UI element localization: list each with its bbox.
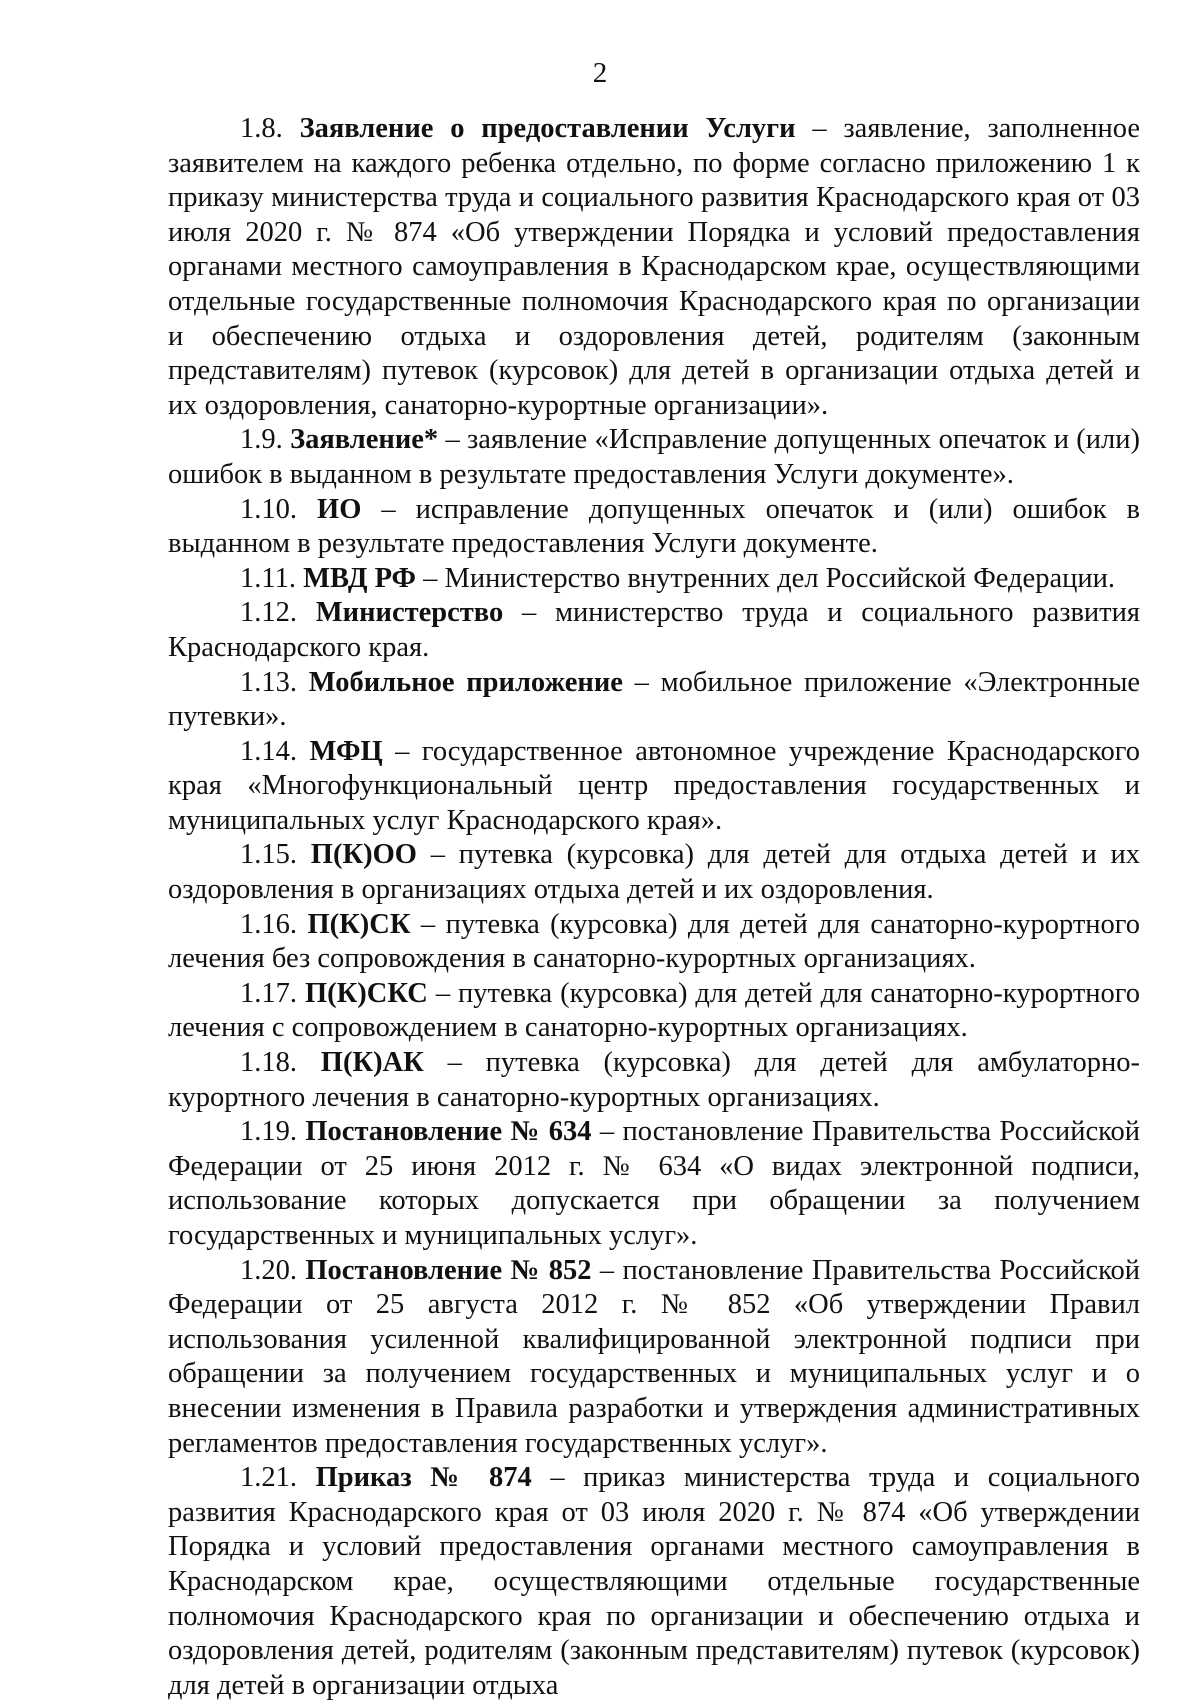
definition-text: – приказ министерства труда и социального развития Краснодарского края от 03 июля 2020 г. № 874 «Об утверждении Порядка и условий предоставления органами местного самоуправления в Краснодарском крае, осуществляющими отдельные государственные полномочия Краснодарского края по организации и обеспечению отдыха и оздоровления детей, родителям (законным представителям) путевок (курсовок) для детей в организации отдыха <box>168 1462 1141 1701</box>
definition-paragraph <box>168 908 1140 977</box>
definition-paragraph <box>168 735 1140 839</box>
paragraph-number: 1.14. <box>240 735 297 767</box>
defined-term: Приказ № 874 <box>315 1462 532 1494</box>
defined-term: ИО <box>317 493 362 525</box>
definition-text: – постановление Правительства Российской Федерации от 25 июня 2012 г. № 634 «О видах электронной подписи, использование которых допускается при обращении за получением государственных и муниципальных услуг». <box>168 1116 1140 1251</box>
definition-paragraph <box>168 1461 1140 1703</box>
paragraph-number: 1.19. <box>240 1116 297 1148</box>
defined-term: Постановление № 634 <box>305 1116 592 1148</box>
definition-text: – министерство труда и социального развития Краснодарского края. <box>168 597 1140 663</box>
paragraph-number: 1.12. <box>240 597 297 629</box>
defined-term: П(К)АК <box>320 1047 424 1079</box>
defined-term: Мобильное приложение <box>308 666 623 698</box>
paragraph-number: 1.11. <box>240 562 296 594</box>
defined-term: МФЦ <box>309 735 383 767</box>
definition-text: – путевка (курсовка) для детей для амбулаторно-курортного лечения в санаторно-курортных организациях. <box>168 1047 1140 1113</box>
definition-text: – государственное автономное учреждение Краснодарского края «Многофункциональный центр предоставления государственных и муниципальных услуг Краснодарского края». <box>168 735 1141 836</box>
paragraph-number: 1.17. <box>240 977 297 1009</box>
defined-term: Заявление* <box>290 424 439 456</box>
defined-term: П(К)ОО <box>310 839 417 871</box>
definition-paragraph <box>168 1254 1140 1462</box>
defined-term: Заявление о предоставлении Услуги <box>299 113 796 144</box>
definition-text: – Министерство внутренних дел Российской Федерации. <box>416 562 1115 594</box>
paragraph-number: 1.9. <box>240 424 283 456</box>
definition-paragraph <box>168 112 1140 423</box>
definition-text: – постановление Правительства Российской Федерации от 25 августа 2012 г. № 852 «Об утверждении Правил использования усиленной квалифицированной электронной подписи при обращении за получением государственных и муниципальных услуг и о внесении изменения в Правила разработки и утверждения административных регламентов предоставления государственных услуг». <box>168 1254 1140 1459</box>
definition-paragraph <box>168 838 1140 907</box>
definition-text: – заявление, заполненное заявителем на каждого ребенка отдельно, по форме согласно приложению 1 к приказу министерства труда и социального развития Краснодарского края от 03 июля 2020 г. № 874 «Об утверждении Порядка и условий предоставления органами местного самоуправления в Краснодарском крае, осуществляющими отдельные государственные полномочия Краснодарского края по организации и обеспечению отдыха и оздоровления детей, родителям (законным представителям) путевок (курсовок) для детей в организации отдыха детей и их оздоровления, санаторно-курортные организации». <box>168 113 1141 421</box>
definition-text: – путевка (курсовка) для детей для отдыха детей и их оздоровления в организациях отдыха детей и их оздоровления. <box>168 839 1141 906</box>
defined-term: П(К)СКС <box>304 977 428 1009</box>
page-number: 2 <box>592 57 608 89</box>
defined-term: МВД РФ <box>303 562 417 594</box>
definition-paragraph <box>168 493 1140 562</box>
paragraph-number: 1.18. <box>240 1047 297 1079</box>
definition-paragraph <box>168 423 1140 492</box>
definition-text: – путевка (курсовка) для детей для санаторно-курортного лечения без сопровождения в санаторно-курортных организациях. <box>168 908 1141 975</box>
definition-text: – заявление «Исправление допущенных опечаток и (или) ошибок в выданном в результате предоставления Услуги документе». <box>168 424 1141 490</box>
paragraph-number: 1.10. <box>240 493 297 525</box>
definition-paragraph <box>168 1046 1140 1115</box>
paragraph-number: 1.16. <box>240 908 297 940</box>
defined-term: П(К)СК <box>307 908 411 940</box>
definition-paragraph <box>168 666 1140 735</box>
definition-paragraph <box>168 562 1140 597</box>
paragraph-number: 1.15. <box>240 839 297 871</box>
definition-text: – мобильное приложение «Электронные путевки». <box>168 666 1141 733</box>
definition-paragraph <box>168 1115 1140 1253</box>
definition-text: – путевка (курсовка) для детей для санаторно-курортного лечения с сопровождением в санаторно-курортных организациях. <box>168 977 1141 1044</box>
defined-term: Постановление № 852 <box>305 1254 592 1286</box>
definition-text: – исправление допущенных опечаток и (или) ошибок в выданном в результате предоставления Услуги документе. <box>168 493 1141 560</box>
defined-term: Министерство <box>315 597 504 629</box>
paragraph-number: 1.13. <box>240 666 297 698</box>
document-body <box>168 112 1140 1703</box>
definition-paragraph <box>168 596 1140 665</box>
paragraph-number: 1.8. <box>240 113 283 144</box>
paragraph-number: 1.21. <box>240 1462 297 1494</box>
definition-paragraph <box>168 977 1140 1046</box>
paragraph-number: 1.20. <box>240 1254 297 1286</box>
